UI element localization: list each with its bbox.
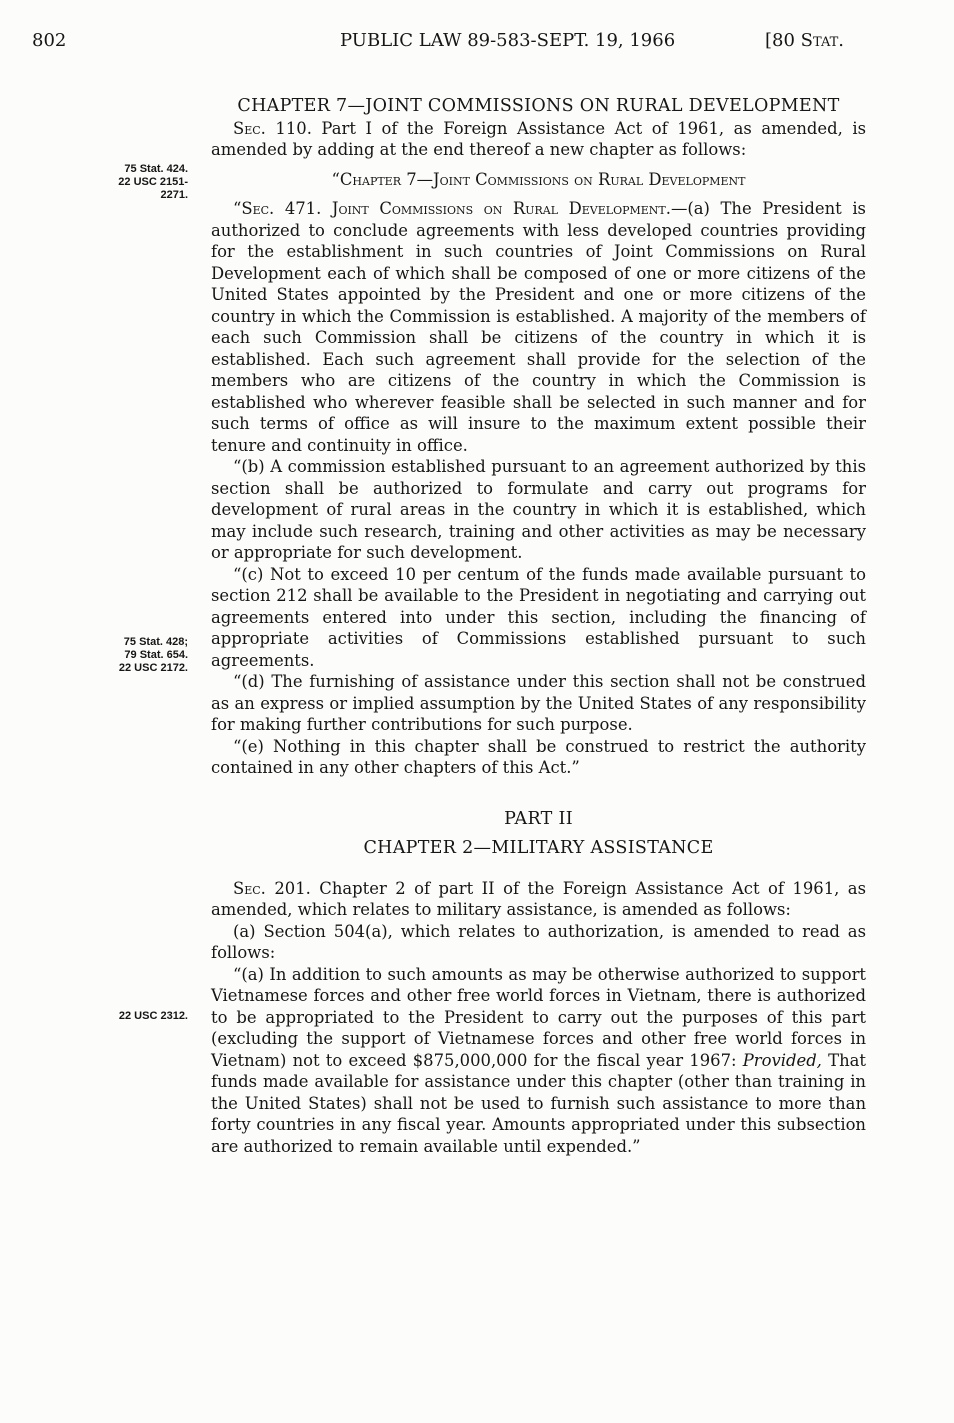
section-label: Sec. [233, 118, 266, 138]
quote-text-1: “(a) In addition to such amounts as may be otherwise authorized to support Vietnamese forces and other free world forces in Vietnam, there is authorized to be appropriated to the President to carry out the purposes of this part (excluding the support of Vietnamese forces and other free world forces in Vietnam) not to exceed $875,000,000 for the fiscal year 1967: [211, 964, 866, 1070]
section-110-text: 110. Part I of the Foreign Assistance Act of 1961, as amended, is amended by adding at the end thereof a new chapter as follows: [211, 118, 866, 159]
part-heading: PART II [504, 808, 573, 829]
volume-citation [765, 30, 844, 51]
margin-note-line: 75 Stat. 424. [124, 163, 188, 175]
margin-note [48, 1010, 188, 1023]
section-label: Sec. [233, 878, 266, 898]
margin-notes [0, 0, 200, 1423]
margin-note [48, 636, 188, 675]
chapter-2-heading: CHAPTER 2—MILITARY ASSISTANCE [363, 838, 714, 858]
page-number: 802 [32, 30, 67, 51]
margin-note [48, 163, 188, 202]
header-title: PUBLIC LAW 89-583-SEPT. 19, 1966 [340, 30, 676, 51]
paragraph-e: “(e) Nothing in this chapter shall be construed to restrict the authority contained in any other chapters of this Act.” [211, 736, 866, 777]
proviso-word: Provided, [742, 1050, 822, 1070]
section-471 [211, 198, 866, 456]
section-110 [211, 118, 866, 161]
margin-note-line: 22 USC 2312. [118, 1010, 188, 1022]
paragraph-a-intro: (a) Section 504(a), which relates to authorization, is amended to read as follows: [211, 921, 866, 962]
section-471-caption: Joint Commissions on Rural Development. [331, 199, 671, 218]
volume-open: [80 [765, 30, 801, 51]
section-201-text: 201. Chapter 2 of part II of the Foreign Assistance Act of 1961, as amended, which relates to military assistance, is amended as follows: [211, 878, 866, 919]
margin-note-line: 2271. [160, 189, 188, 201]
paragraph-d: “(d) The furnishing of assistance under this section shall not be construed as an express or implied assumption by the United States of any responsibility for making further contributions for such purpose. [211, 672, 866, 734]
paragraph-a-quote [211, 964, 866, 1158]
volume-stat: Stat. [800, 30, 845, 51]
margin-note-line: 22 USC 2172. [118, 662, 188, 674]
quote-text-2: That funds made available for assistance under this chapter (other than training in the United States) shall not be used to furnish such assistance to more than forty countries in any fiscal year. Amounts appropriated under this subsection are authorized to remain available until expended.” [211, 1050, 866, 1156]
margin-note-line: 22 USC 2151- [118, 176, 188, 188]
chapter-heading: CHAPTER 7—JOINT COMMISSIONS ON RURAL DEVELOPMENT [237, 96, 840, 116]
section-471-open: “Sec. 471. [233, 199, 332, 218]
inner-chapter-heading: “Chapter 7—Joint Commissions on Rural Development [331, 169, 746, 189]
section-201 [211, 878, 866, 921]
margin-note-line: 79 Stat. 654. [124, 649, 188, 661]
document-body [211, 96, 866, 1157]
paragraph-c: “(c) Not to exceed 10 per centum of the funds made available pursuant to section 212 shall be available to the President in negotiating and carrying out agreements entered into under this section, including the financing of appropriate activities of Commissions established pursuant to such agreements. [211, 564, 866, 670]
section-471-text: —(a) The President is authorized to conclude agreements with less developed countries providing for the establishment in such countries of Joint Commissions on Rural Development each of which shall be composed of one or more citizens of the United States appointed by the President and one or more citizens of the country in which the Commission is established. A majority of the members of each such Commission shall be citizens of the country in which it is established. Each such agreement shall provide for the selection of the members who are citizens of the country in which the Commission is established who wherever feasible shall be selected in such manner and for such terms of office as will insure to the maximum extent possible their tenure and continuity in office. [211, 199, 866, 455]
paragraph-b: “(b) A commission established pursuant to an agreement authorized by this section shall be authorized to formulate and carry out programs for development of rural areas in the country in which it is established, which may include such research, training and other activities as may be necessary or appropriate for such development. [211, 457, 866, 562]
margin-note-line: 75 Stat. 428; [123, 636, 188, 648]
